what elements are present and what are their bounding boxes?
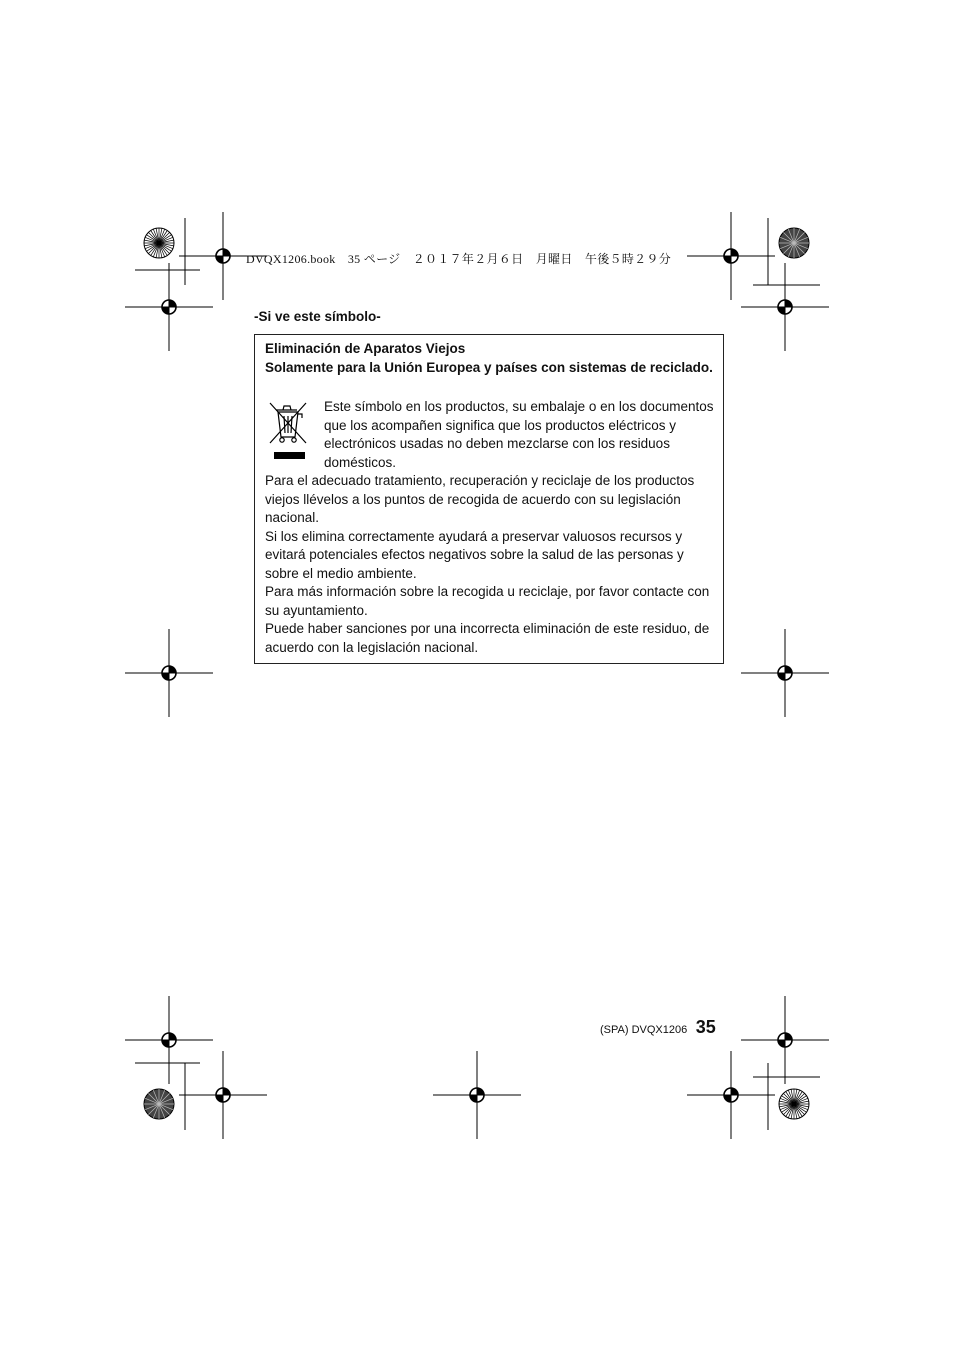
notice-paragraph: Para el adecuado tratamiento, recuperación y reciclaje de los productos viejos llévelos a los puntos de recogida de acuerdo con su legislación nacional. — [265, 473, 695, 525]
document-code: (SPA) DVQX1206 — [600, 1024, 688, 1036]
page-footer — [600, 1017, 716, 1038]
page-number: 35 — [695, 1017, 716, 1037]
crossed-out-wheelie-bin-icon — [267, 401, 311, 463]
notice-paragraph: Puede haber sanciones por una incorrecta eliminación de este residuo, de acuerdo con la legislación nacional. — [265, 621, 710, 655]
notice-body — [265, 472, 720, 657]
notice-title — [265, 340, 715, 377]
disposal-notice-box — [254, 334, 724, 664]
notice-paragraph: Para más información sobre la recogida u reciclaje, por favor contacte con su ayuntamiento. — [265, 584, 710, 618]
notice-paragraph: Si los elimina correctamente ayudará a preservar valuosos recursos y evitará potenciales efectos negativos sobre la salud de las personas y sobre el medio ambiente. — [265, 528, 684, 581]
notice-title-line: Solamente para la Unión Europea y países con sistemas de reciclado. — [265, 359, 713, 375]
symbol-description: Este símbolo en los productos, su embalaje o en los documentos que los acompañen significa que los productos eléctricos y electrónicos usadas no deben mezclarse con los residuos domésticos. — [324, 399, 714, 470]
notice-title-line: Eliminación de Aparatos Viejos — [265, 341, 466, 356]
print-info-header: DVQX1206.book 35 ページ ２０１７年２月６日 月曜日 午後５時２９分 — [246, 252, 672, 266]
section-heading: -Si ve este símbolo- — [254, 309, 381, 324]
